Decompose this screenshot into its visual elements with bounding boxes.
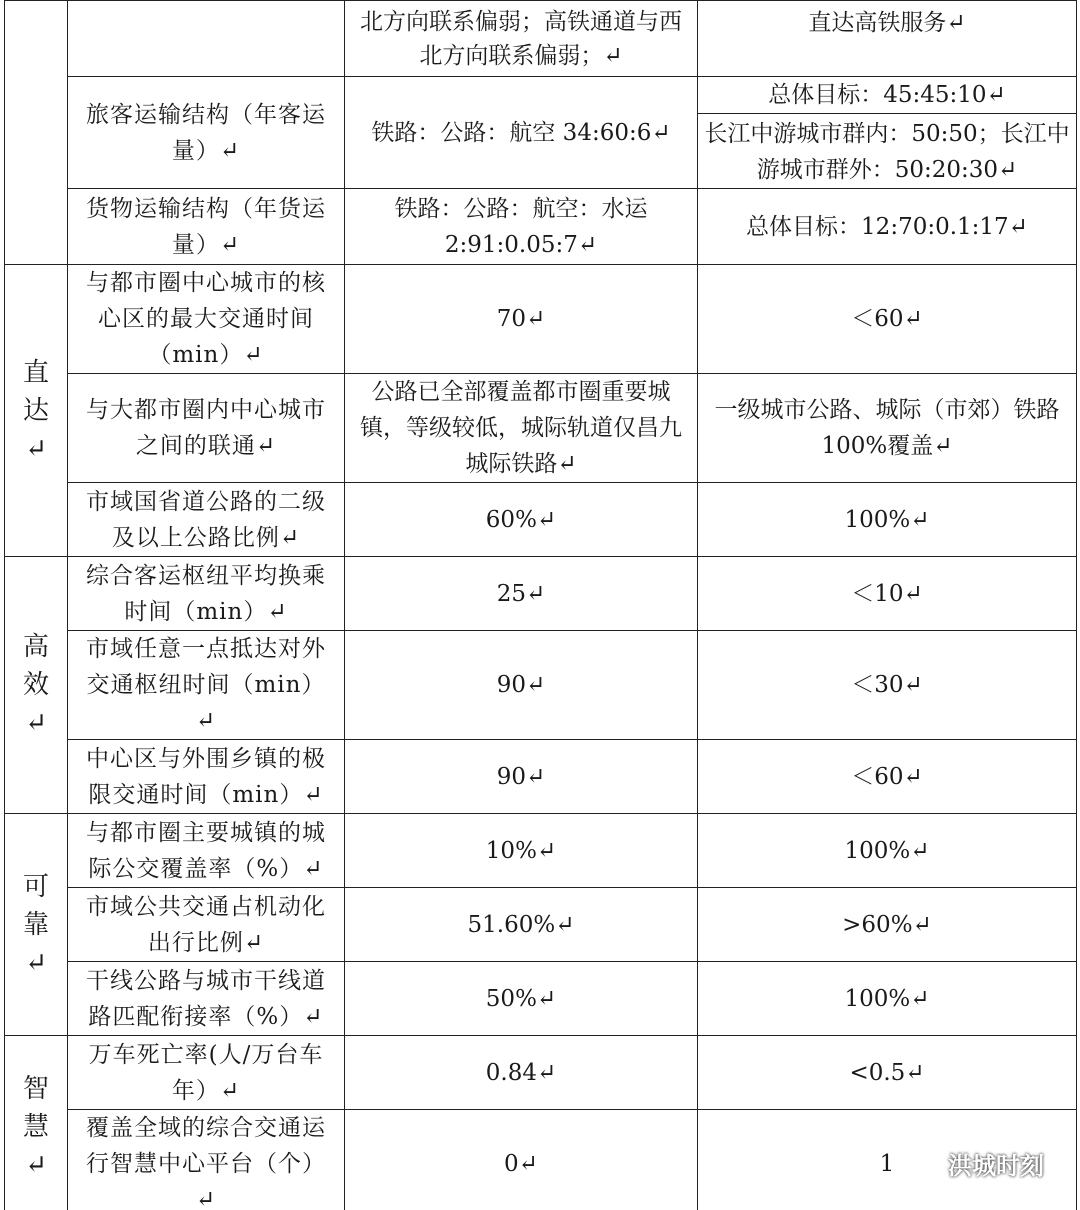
- category-cell-smart: [5, 1036, 68, 1210]
- target-value-text: 一级城市公路、城际（市郊）铁路 100%覆盖↵: [714, 397, 1060, 459]
- indicator-text: 与大都市圈内中心城市之间的联通↵: [86, 397, 326, 459]
- table-row: [5, 557, 1077, 631]
- target-value-cell: [698, 1, 1077, 77]
- indicator-text: 中心区与外围乡镇的极限交通时间（min）↵: [86, 745, 326, 808]
- indicator-cell: [68, 888, 345, 962]
- table-row: [5, 483, 1077, 557]
- watermark-label: 洪城时刻: [948, 1152, 1044, 1180]
- wechat-icon: [908, 1150, 942, 1178]
- current-value-text: 0.84↵: [485, 1059, 557, 1086]
- category-cell-reliable: [5, 814, 68, 1036]
- target-value-text: ＜30↵: [851, 672, 923, 698]
- current-value-cell: [345, 1036, 698, 1110]
- current-value-cell: [345, 1110, 698, 1210]
- indicator-cell: [68, 1110, 345, 1210]
- current-value-cell: [345, 962, 698, 1036]
- indicator-cell: [68, 1, 345, 77]
- current-value-text: 90↵: [496, 763, 546, 790]
- current-value-text: 50%↵: [485, 985, 557, 1012]
- indicator-text: 市域公共交通占机动化出行比例↵: [86, 893, 326, 956]
- current-value-cell: [345, 483, 698, 557]
- category-label: 高效↵: [22, 632, 49, 738]
- indicator-text: 综合客运枢纽平均换乘时间（min）↵: [86, 562, 326, 625]
- current-value-cell: [345, 77, 698, 189]
- current-value-cell: [345, 265, 698, 374]
- target-value-text: 1: [879, 1151, 895, 1177]
- target-value-cell: [698, 740, 1077, 814]
- target-value-text: >60%↵: [842, 911, 932, 938]
- target-overall-text: 总体目标：45:45:10↵: [768, 82, 1006, 108]
- current-value-cell: [345, 814, 698, 888]
- current-value-cell: [345, 888, 698, 962]
- current-value-text: 70↵: [496, 306, 546, 332]
- indicator-cell: [68, 189, 345, 265]
- category-label: 可靠↵: [22, 871, 49, 978]
- target-value-cell: [698, 265, 1077, 374]
- table-row: [5, 1, 1077, 77]
- target-value-text: ＜10↵: [851, 580, 923, 607]
- current-value-text: 25↵: [496, 580, 546, 607]
- transport-indicator-table: [4, 0, 1077, 1210]
- table-row: [5, 888, 1077, 962]
- target-value-text: ＜60↵: [851, 763, 923, 790]
- current-value-cell: [345, 740, 698, 814]
- indicator-cell: [68, 740, 345, 814]
- table-row: [5, 374, 1077, 483]
- indicator-text: 市域任意一点抵达对外交通枢纽时间（min）↵: [86, 636, 326, 734]
- indicator-cell: [68, 814, 345, 888]
- table-row: [5, 77, 1077, 189]
- target-value-cell: [698, 1036, 1077, 1110]
- current-value-cell: [345, 557, 698, 631]
- target-value-text: <0.5↵: [849, 1059, 925, 1086]
- target-value-text: 100%↵: [844, 506, 930, 533]
- indicator-text: 与都市圈中心城市的核心区的最大交通时间（min）↵: [86, 270, 326, 368]
- current-value-text: 90↵: [496, 672, 546, 698]
- indicator-cell: [68, 1036, 345, 1110]
- indicator-cell: [68, 374, 345, 483]
- target-value-text: 100%↵: [844, 985, 930, 1012]
- current-value-text: 60%↵: [485, 506, 557, 533]
- table-row: [5, 189, 1077, 265]
- target-value-cell: [698, 77, 1077, 189]
- category-cell-efficient: [5, 557, 68, 814]
- category-label: 直达↵: [22, 357, 49, 464]
- current-value-cell: [345, 1, 698, 77]
- target-value-cell: [698, 483, 1077, 557]
- target-value-cell: [698, 557, 1077, 631]
- indicator-cell: [68, 483, 345, 557]
- current-value-cell: [345, 189, 698, 265]
- category-cell-direct: [5, 265, 68, 557]
- indicator-text: 覆盖全域的综合交通运行智慧中心平台（个）↵: [86, 1115, 326, 1210]
- table-row: [5, 740, 1077, 814]
- watermark: [908, 1146, 1044, 1181]
- category-label: 智慧↵: [22, 1074, 49, 1180]
- table-row: [5, 962, 1077, 1036]
- indicator-text: 旅客运输结构（年客运量）↵: [86, 101, 326, 164]
- indicator-text: 干线公路与城市干线道路匹配衔接率（%）↵: [86, 967, 326, 1030]
- indicator-text: 万车死亡率(人/万台车年）↵: [88, 1041, 324, 1104]
- indicator-cell: [68, 265, 345, 374]
- target-detail-text: 长江中游城市群内：50:50；长江中游城市群外：50:20:30↵: [698, 113, 1076, 188]
- current-value-text: 0↵: [504, 1151, 538, 1177]
- current-value-cell: [345, 631, 698, 740]
- current-value-cell: [345, 374, 698, 483]
- table-row: [5, 265, 1077, 374]
- current-value-text: 10%↵: [485, 837, 557, 864]
- current-value-text: 北方向联系偏弱；高铁通道与西北方向联系偏弱；↵: [360, 8, 682, 69]
- indicator-cell: [68, 962, 345, 1036]
- target-value-cell: [698, 631, 1077, 740]
- category-cell-blank: [5, 1, 68, 265]
- indicator-text: 货物运输结构（年货运量）↵: [86, 195, 326, 258]
- target-value-text: 总体目标：12:70:0.1:17↵: [746, 213, 1028, 240]
- target-value-cell: [698, 962, 1077, 1036]
- target-value-text: 100%↵: [844, 837, 930, 864]
- current-value-text: 公路已全部覆盖都市圈重要城镇，等级较低，城际轨道仅昌九城际铁路↵: [360, 379, 682, 477]
- table-row: [5, 631, 1077, 740]
- table-row: [5, 814, 1077, 888]
- indicator-cell: [68, 631, 345, 740]
- target-value-text: ＜60↵: [851, 306, 923, 332]
- target-value-text: 直达高铁服务↵: [808, 10, 966, 36]
- target-value-cell: [698, 814, 1077, 888]
- indicator-text: 市域国省道公路的二级及以上公路比例↵: [86, 488, 326, 551]
- table-row: [5, 1036, 1077, 1110]
- indicator-text: 与都市圈主要城镇的城际公交覆盖率（%）↵: [86, 819, 326, 882]
- indicator-cell: [68, 77, 345, 189]
- target-value-cell: [698, 189, 1077, 265]
- indicator-cell: [68, 557, 345, 631]
- target-value-cell: [698, 888, 1077, 962]
- current-value-text: 铁路：公路：航空 34:60:6↵: [371, 119, 671, 146]
- target-value-cell: [698, 374, 1077, 483]
- current-value-text: 铁路：公路：航空：水运2:91:0.05:7↵: [394, 195, 648, 258]
- current-value-text: 51.60%↵: [467, 911, 575, 938]
